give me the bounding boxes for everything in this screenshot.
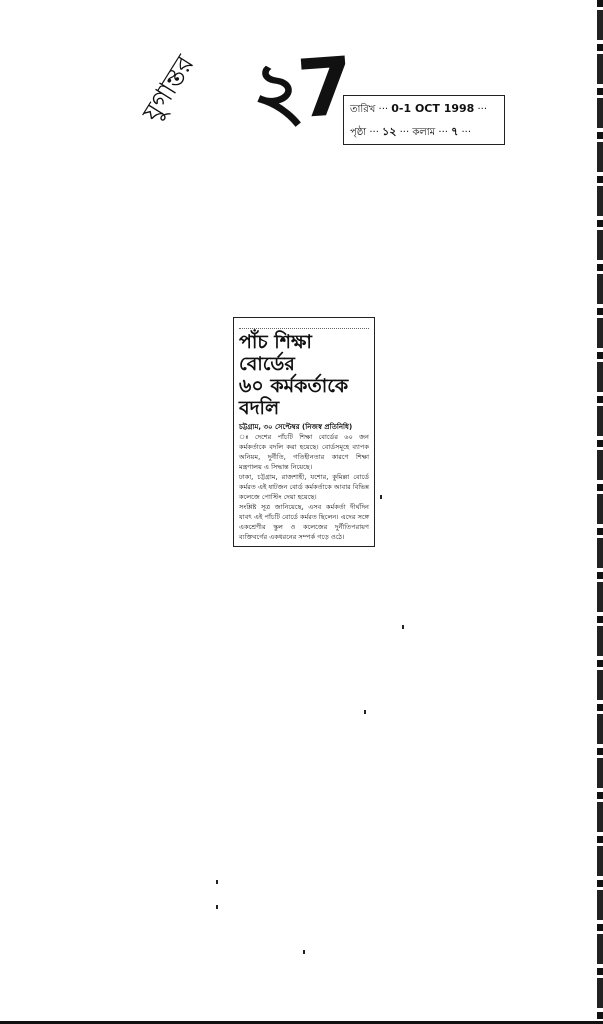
scan-speck — [402, 625, 404, 629]
scan-speck — [216, 905, 218, 909]
headline-line-1: পাঁচ শিক্ষা বোর্ডের — [239, 331, 312, 375]
article-dateline: চট্টগ্রাম, ৩০ সেপ্টেম্বর (নিজস্ব প্রতিনিধি) — [239, 423, 353, 431]
newspaper-clipping — [233, 317, 375, 547]
handwritten-page-number: ২7 — [248, 39, 351, 140]
scan-speck — [216, 880, 218, 884]
headline-line-2: ৬০ কর্মকর্তাকে — [239, 375, 349, 397]
article-paragraph-2: ঢাকা, চট্টগ্রাম, রাজশাহী, যশোর, কুমিল্লা বোর্ডে কর্মরত এই ষাটজন বোর্ড কর্মকর্তাকে আবার বিভিন্ন কলেজে পোস্টিং দেয়া হয়েছে। — [239, 473, 369, 501]
clipping-cut-edge — [239, 322, 369, 329]
handwritten-side-note: যুগান্তর — [137, 50, 201, 128]
stamp-page-row: পৃষ্ঠা ··· ১২ ··· কলাম ··· ৭ ··· — [350, 125, 471, 138]
scan-speck — [303, 950, 305, 954]
stamp-column-label: কলাম — [412, 127, 436, 138]
article-paragraph-1: ঃ দেশের পাঁচটি শিক্ষা বোর্ডের ৬০ জন কর্মকর্তাকে বদলি করা হয়েছে। বোর্ডসমূহে ব্যাপক অনিয়ম, দুর্নীতি, গতিহীনতার কারণে শিক্ষা মন্ত্রণালয় এ সিদ্ধান্ত নিয়েছে। — [239, 433, 369, 471]
scan-speck — [380, 495, 382, 499]
stamp-date-row: তারিখ ··· 0-1 OCT 1998 ··· — [350, 102, 488, 115]
stamp-date-value: 0-1 OCT 1998 — [391, 102, 475, 115]
stamp-column-value: ৭ — [451, 125, 459, 138]
stamp-date-label: তারিখ — [350, 104, 376, 115]
scan-speck — [364, 710, 366, 714]
scan-edge-right — [597, 0, 603, 1024]
headline-line-3: বদলি — [239, 397, 280, 419]
stamp-page-value: ১২ — [382, 125, 397, 138]
article-paragraph-3: সংশ্লিষ্ট সূত্র জানিয়েছে, এসব কর্মকর্তা দীর্ঘদিন যাবৎ এই পাঁচটি বোর্ডে কর্মরত ছিলেন। এদের সঙ্গে একশ্রেণীর স্কুল ও কলেজের দুর্নীতিপরায়ণ ব্যক্তিবর্গের একধরনের সম্পর্ক গড়ে ওঠে। — [239, 503, 369, 541]
archive-stamp — [343, 95, 505, 145]
stamp-page-label: পৃষ্ঠা — [350, 127, 367, 138]
